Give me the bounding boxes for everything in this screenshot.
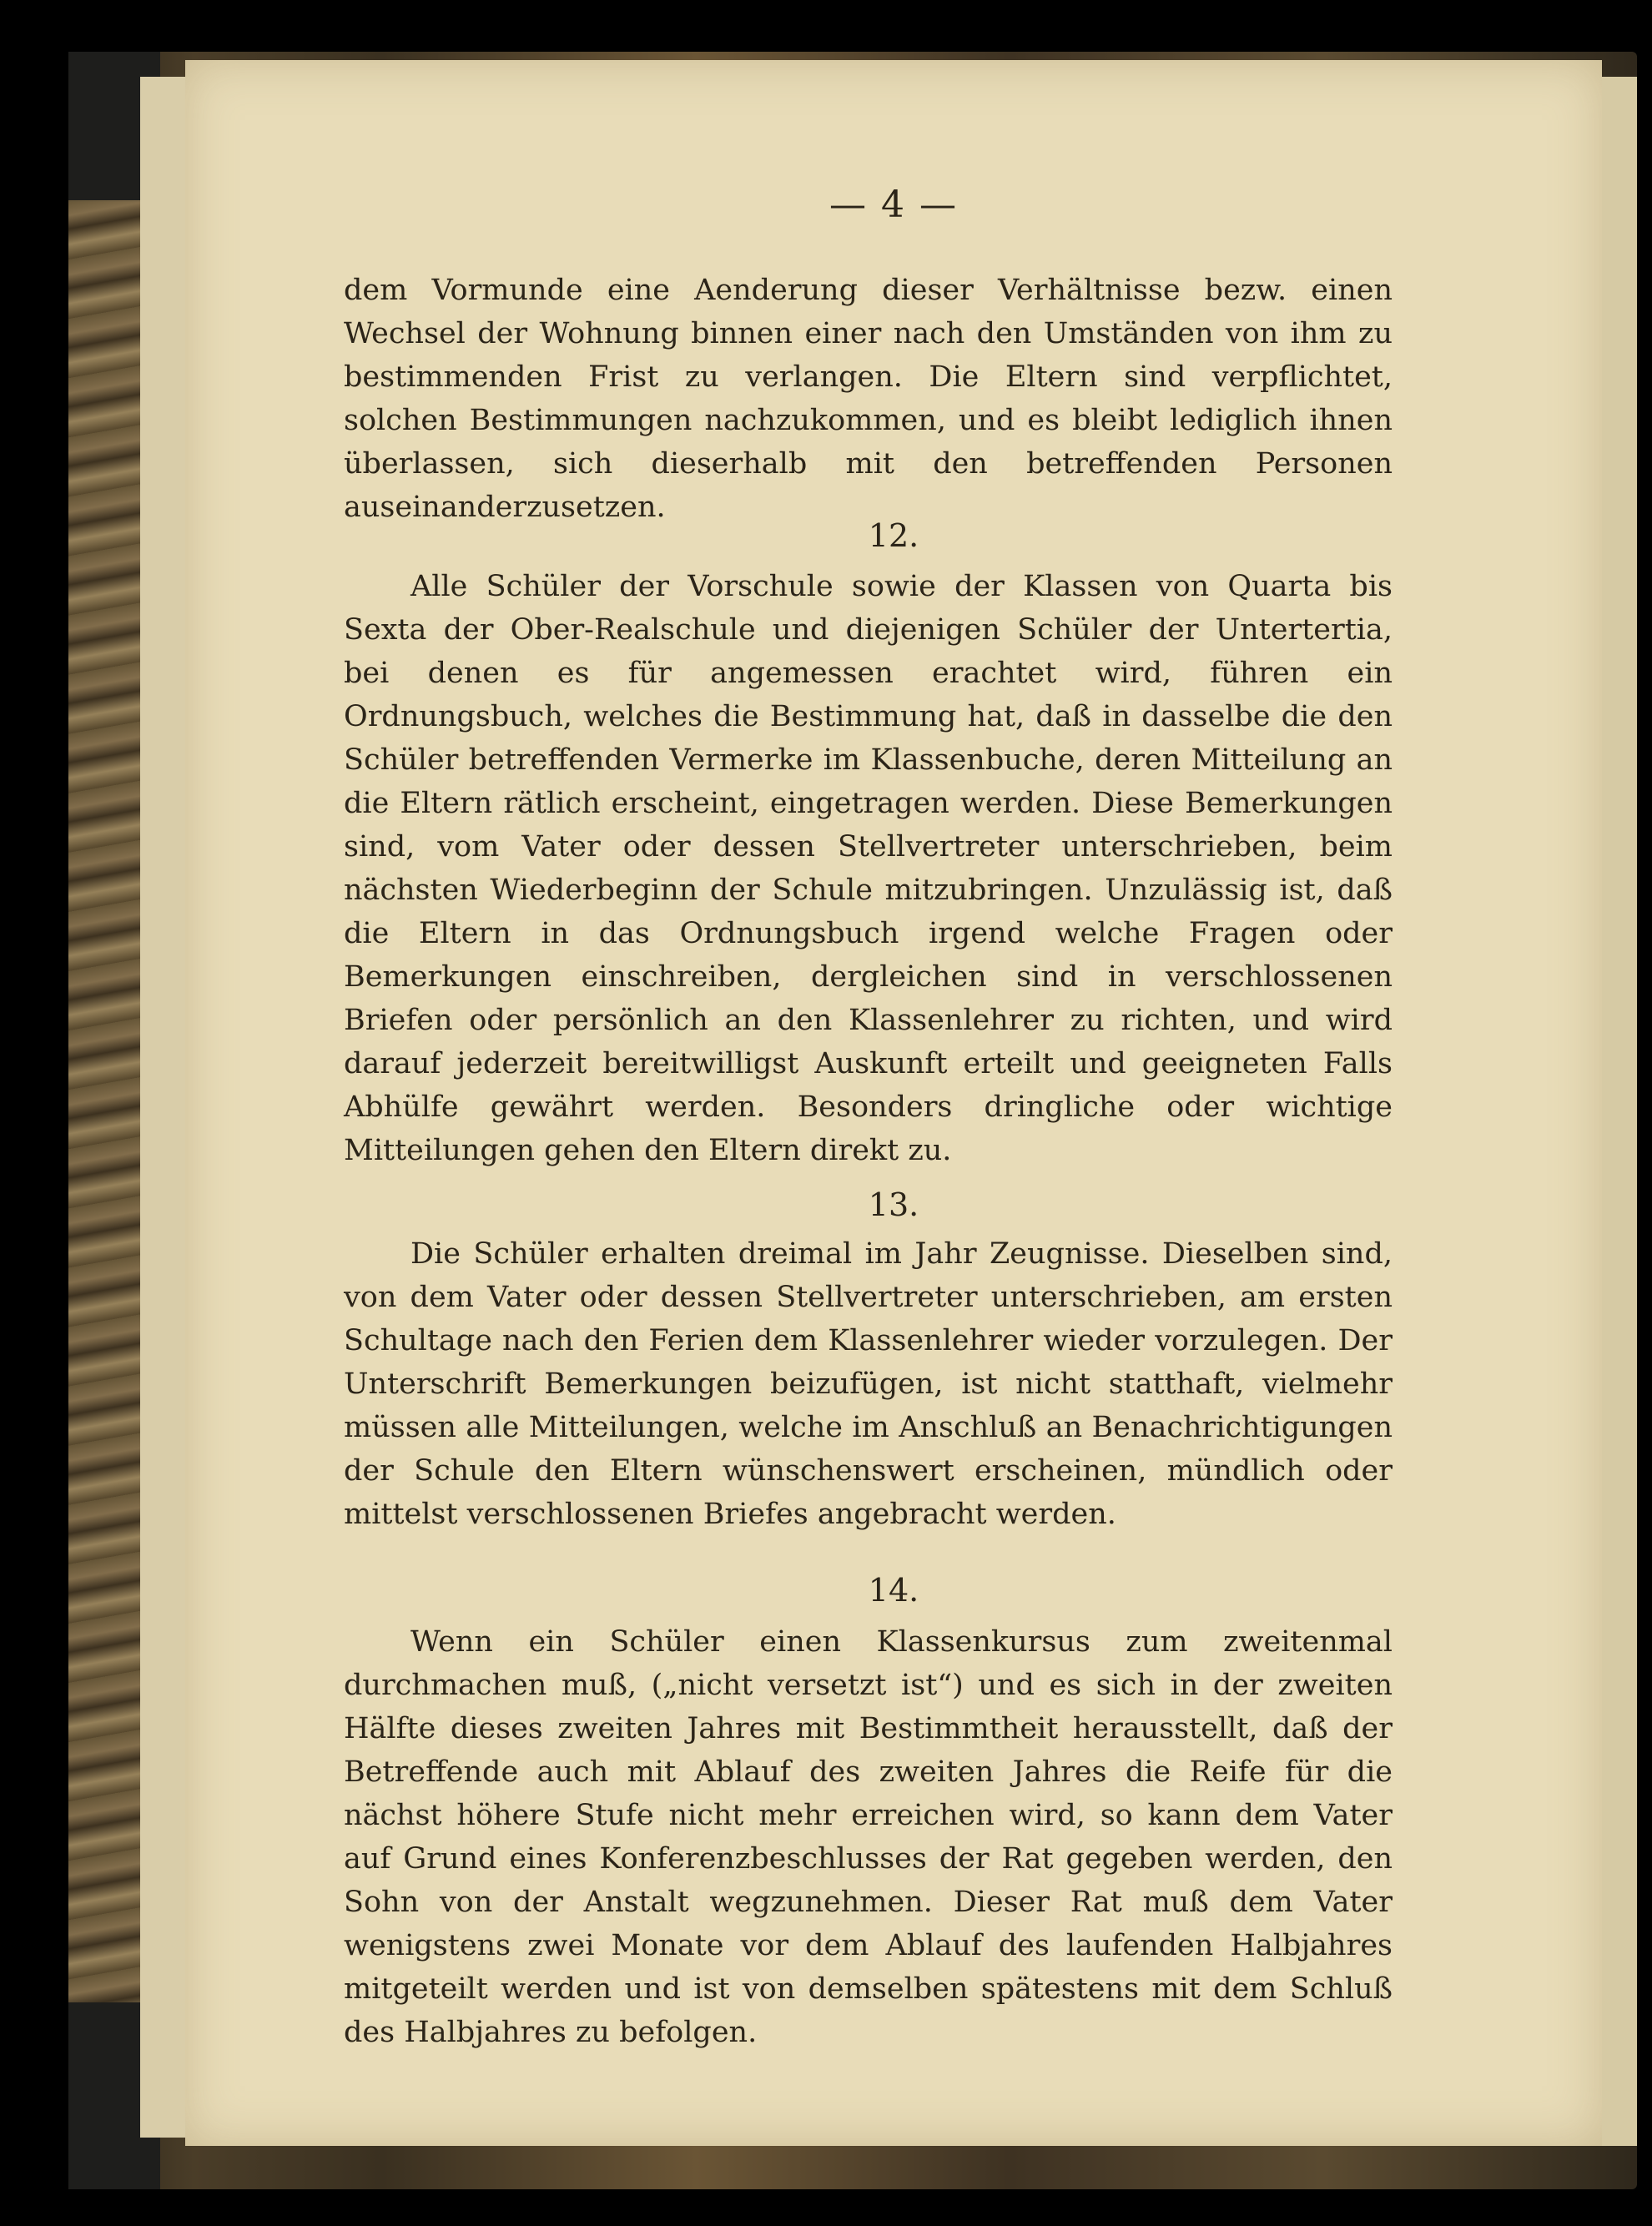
paragraph-continuation bbox=[344, 269, 1393, 529]
paragraph-text: dem Vormunde eine Aenderung dieser Verhältnisse bezw. einen Wechsel der Wohnung binnen einer nach den Umständen von ihm zu bestimmenden Frist zu verlangen. Die Eltern sind verpflichtet, solchen Bestimmungen nachzukommen, und es bleibt lediglich ihnen überlassen, sich dieserhalb mit den betreffenden Personen auseinanderzusetzen. bbox=[344, 274, 1393, 524]
page-number: — 4 — bbox=[829, 184, 958, 226]
section-12-body bbox=[344, 565, 1393, 1172]
book-page bbox=[185, 60, 1602, 2146]
section-13-text: Die Schüler erhalten dreimal im Jahr Zeugnisse. Dieselben sind, von dem Vater oder dessen Stellvertreter unterschrieben, am ersten Schultage nach den Ferien dem Klassenlehrer wieder vorzulegen. Der Unterschrift Bemerkungen beizufügen, ist nicht statthaft, vielmehr müssen alle Mitteilungen, welche im Anschluß an Benachrichtigungen der Schule den Eltern wünschenswert erscheinen, mündlich oder mittelst verschlossenen Briefes angebracht werden. bbox=[344, 1237, 1393, 1531]
section-number-14: 14. bbox=[868, 1572, 919, 1609]
section-14-body bbox=[344, 1620, 1393, 2054]
section-13-body bbox=[344, 1232, 1393, 1536]
section-number-12: 12. bbox=[868, 517, 919, 554]
section-number-13: 13. bbox=[868, 1186, 919, 1223]
marbled-board bbox=[68, 200, 152, 2002]
section-14-text: Wenn ein Schüler einen Klassenkursus zum zweitenmal durchmachen muß, („nicht versetzt ist“) und es sich in der zweiten Hälfte dieses zweiten Jahres mit Bestimmtheit herausstellt, daß der Betreffende auch mit Ablauf des zweiten Jahres die Reife für die nächst höhere Stufe nicht mehr erreichen wird, so kann dem Vater auf Grund eines Konferenzbeschlusses der Rat gegeben werden, den Sohn von der Anstalt wegzunehmen. Dieser Rat muß dem Vater wenigstens zwei Monate vor dem Ablauf des laufenden Halbjahres mitgeteilt werden und ist von demselben spätestens mit dem Schluß des Halbjahres zu befolgen. bbox=[344, 1625, 1393, 2049]
section-12-text: Alle Schüler der Vorschule sowie der Klassen von Quarta bis Sexta der Ober-Realschule und diejenigen Schüler der Untertertia, bei denen es für angemessen erachtet wird, führen ein Ordnungsbuch, welches die Bestimmung hat, daß in dasselbe die den Schüler betreffenden Vermerke im Klassenbuche, deren Mitteilung an die Eltern rätlich erscheint, eingetragen werden. Diese Bemerkungen sind, vom Vater oder dessen Stellvertreter unterschrieben, beim nächsten Wiederbeginn der Schule mitzubringen. Unzulässig ist, daß die Eltern in das Ordnungsbuch irgend welche Fragen oder Bemerkungen einschreiben, dergleichen sind in verschlossenen Briefen oder persönlich an den Klassenlehrer zu richten, und wird darauf jederzeit bereitwilligst Auskunft erteilt und geeigneten Falls Abhülfe gewährt werden. Besonders dringliche oder wichtige Mitteilungen gehen den Eltern direkt zu. bbox=[344, 570, 1393, 1167]
